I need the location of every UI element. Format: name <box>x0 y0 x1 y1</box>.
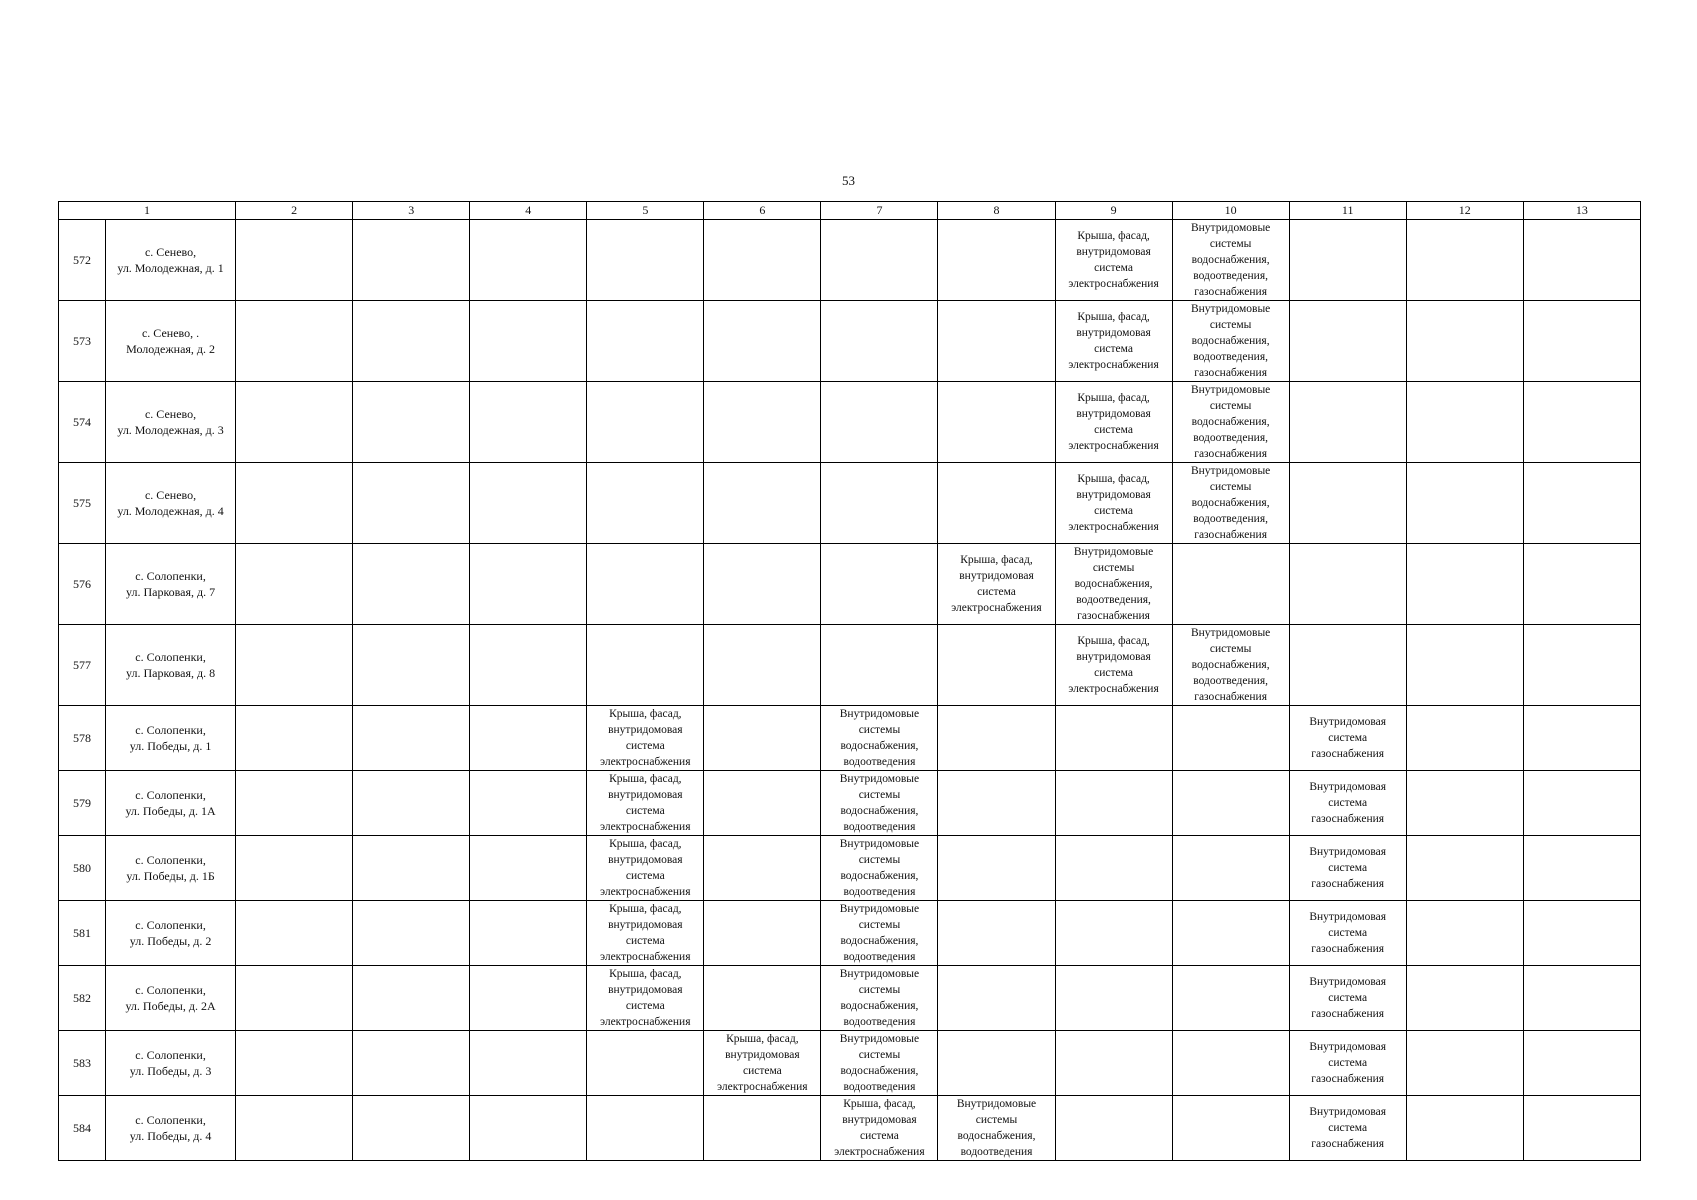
empty-cell <box>1289 220 1406 301</box>
empty-cell <box>1406 771 1523 836</box>
empty-cell <box>704 463 821 544</box>
column-header-10: 10 <box>1172 202 1289 220</box>
roof-facade-electric-cell: Крыша, фасад, внутридомовая система электроснабжения <box>938 544 1055 625</box>
water-systems-cell: Внутридомовые системы водоснабжения, водоотведения, газоснабжения <box>1055 544 1172 625</box>
row-number: 584 <box>59 1096 106 1161</box>
roof-facade-electric-cell: Крыша, фасад, внутридомовая система электроснабжения <box>587 771 704 836</box>
water-systems-cell: Внутридомовые системы водоснабжения, водоотведения <box>821 901 938 966</box>
table-row <box>59 301 1641 382</box>
empty-cell <box>938 1031 1055 1096</box>
address-line-2: ул. Победы, д. 1А <box>125 804 216 818</box>
empty-cell <box>1172 544 1289 625</box>
address-line-1: с. Сенево, <box>144 245 197 259</box>
empty-cell <box>704 836 821 901</box>
row-number: 579 <box>59 771 106 836</box>
empty-cell <box>1523 625 1640 706</box>
empty-cell <box>1406 836 1523 901</box>
empty-cell <box>1289 544 1406 625</box>
empty-cell <box>1523 382 1640 463</box>
empty-cell <box>1055 706 1172 771</box>
water-systems-cell: Внутридомовые системы водоснабжения, водоотведения, газоснабжения <box>1172 220 1289 301</box>
empty-cell <box>938 771 1055 836</box>
empty-cell <box>1289 625 1406 706</box>
address-line-2: ул. Победы, д. 1 <box>129 739 212 753</box>
empty-cell <box>587 220 704 301</box>
empty-cell <box>236 382 353 463</box>
empty-cell <box>353 836 470 901</box>
address-line-1: с. Сенево, <box>144 407 197 421</box>
empty-cell <box>470 220 587 301</box>
empty-cell <box>470 544 587 625</box>
address-line-1: с. Солопенки, <box>135 1048 206 1062</box>
empty-cell <box>587 544 704 625</box>
column-header-4: 4 <box>470 202 587 220</box>
roof-facade-electric-cell: Крыша, фасад, внутридомовая система электроснабжения <box>1055 382 1172 463</box>
address-cell <box>106 382 236 463</box>
column-header-5: 5 <box>587 202 704 220</box>
address-line-1: с. Солопенки, <box>135 569 206 583</box>
empty-cell <box>587 1096 704 1161</box>
water-systems-cell: Внутридомовые системы водоснабжения, водоотведения <box>938 1096 1055 1161</box>
row-number: 574 <box>59 382 106 463</box>
roof-facade-electric-cell: Крыша, фасад, внутридомовая система электроснабжения <box>1055 625 1172 706</box>
empty-cell <box>1406 901 1523 966</box>
row-number: 575 <box>59 463 106 544</box>
empty-cell <box>1523 463 1640 544</box>
address-line-2: ул. Молодежная, д. 3 <box>117 423 224 437</box>
empty-cell <box>1406 1031 1523 1096</box>
empty-cell <box>236 220 353 301</box>
empty-cell <box>1406 301 1523 382</box>
empty-cell <box>704 625 821 706</box>
table-row <box>59 544 1641 625</box>
address-cell <box>106 544 236 625</box>
empty-cell <box>353 1096 470 1161</box>
address-cell <box>106 625 236 706</box>
empty-cell <box>470 901 587 966</box>
empty-cell <box>1172 901 1289 966</box>
address-cell <box>106 966 236 1031</box>
water-systems-cell: Внутридомовые системы водоснабжения, водоотведения <box>821 1031 938 1096</box>
empty-cell <box>1523 1031 1640 1096</box>
empty-cell <box>704 1096 821 1161</box>
column-header-3: 3 <box>353 202 470 220</box>
empty-cell <box>1406 220 1523 301</box>
empty-cell <box>1406 966 1523 1031</box>
empty-cell <box>353 220 470 301</box>
empty-cell <box>470 1096 587 1161</box>
address-line-1: с. Солопенки, <box>135 1113 206 1127</box>
water-systems-cell: Внутридомовые системы водоснабжения, водоотведения, газоснабжения <box>1172 382 1289 463</box>
empty-cell <box>1406 1096 1523 1161</box>
row-number: 580 <box>59 836 106 901</box>
column-header-13: 13 <box>1523 202 1640 220</box>
empty-cell <box>821 463 938 544</box>
empty-cell <box>587 1031 704 1096</box>
row-number: 581 <box>59 901 106 966</box>
address-line-1: с. Солопенки, <box>135 853 206 867</box>
table-row <box>59 901 1641 966</box>
empty-cell <box>1406 544 1523 625</box>
empty-cell <box>470 463 587 544</box>
table-row <box>59 220 1641 301</box>
address-line-2: ул. Победы, д. 4 <box>129 1129 212 1143</box>
empty-cell <box>704 301 821 382</box>
empty-cell <box>1523 544 1640 625</box>
address-cell <box>106 771 236 836</box>
empty-cell <box>353 544 470 625</box>
empty-cell <box>587 382 704 463</box>
empty-cell <box>1172 1096 1289 1161</box>
empty-cell <box>1406 625 1523 706</box>
empty-cell <box>353 463 470 544</box>
empty-cell <box>938 382 1055 463</box>
empty-cell <box>470 966 587 1031</box>
gas-system-cell: Внутридомовая система газоснабжения <box>1289 1031 1406 1096</box>
empty-cell <box>1523 966 1640 1031</box>
empty-cell <box>1172 966 1289 1031</box>
gas-system-cell: Внутридомовая система газоснабжения <box>1289 836 1406 901</box>
empty-cell <box>1406 706 1523 771</box>
empty-cell <box>938 301 1055 382</box>
empty-cell <box>821 544 938 625</box>
empty-cell <box>704 771 821 836</box>
table-body <box>59 202 1641 1161</box>
roof-facade-electric-cell: Крыша, фасад, внутридомовая система электроснабжения <box>704 1031 821 1096</box>
address-line-1: с. Солопенки, <box>135 788 206 802</box>
empty-cell <box>470 625 587 706</box>
empty-cell <box>1055 836 1172 901</box>
address-line-2: ул. Победы, д. 2 <box>129 934 212 948</box>
address-line-1: с. Солопенки, <box>135 983 206 997</box>
water-systems-cell: Внутридомовые системы водоснабжения, водоотведения <box>821 706 938 771</box>
empty-cell <box>1289 301 1406 382</box>
roof-facade-electric-cell: Крыша, фасад, внутридомовая система электроснабжения <box>587 836 704 901</box>
empty-cell <box>938 706 1055 771</box>
empty-cell <box>470 1031 587 1096</box>
column-header-12: 12 <box>1406 202 1523 220</box>
empty-cell <box>236 706 353 771</box>
empty-cell <box>470 706 587 771</box>
empty-cell <box>236 901 353 966</box>
address-line-1: с. Солопенки, <box>135 650 206 664</box>
empty-cell <box>1289 382 1406 463</box>
gas-system-cell: Внутридомовая система газоснабжения <box>1289 1096 1406 1161</box>
empty-cell <box>704 382 821 463</box>
roof-facade-electric-cell: Крыша, фасад, внутридомовая система электроснабжения <box>587 966 704 1031</box>
table-row <box>59 463 1641 544</box>
address-line-1: с. Сенево, . <box>141 326 200 340</box>
address-line-2: ул. Молодежная, д. 1 <box>117 261 224 275</box>
empty-cell <box>1406 382 1523 463</box>
gas-system-cell: Внутридомовая система газоснабжения <box>1289 966 1406 1031</box>
table-row <box>59 836 1641 901</box>
column-header-2: 2 <box>236 202 353 220</box>
empty-cell <box>587 463 704 544</box>
empty-cell <box>821 301 938 382</box>
row-number: 582 <box>59 966 106 1031</box>
table-row <box>59 382 1641 463</box>
empty-cell <box>704 544 821 625</box>
empty-cell <box>236 301 353 382</box>
empty-cell <box>1172 1031 1289 1096</box>
empty-cell <box>353 901 470 966</box>
address-cell <box>106 706 236 771</box>
empty-cell <box>821 220 938 301</box>
empty-cell <box>236 1096 353 1161</box>
empty-cell <box>1523 220 1640 301</box>
empty-cell <box>1055 966 1172 1031</box>
column-header-8: 8 <box>938 202 1055 220</box>
water-systems-cell: Внутридомовые системы водоснабжения, водоотведения <box>821 771 938 836</box>
address-line-2: ул. Молодежная, д. 4 <box>117 504 224 518</box>
table-row <box>59 706 1641 771</box>
empty-cell <box>938 836 1055 901</box>
table-row <box>59 1031 1641 1096</box>
empty-cell <box>704 706 821 771</box>
column-header-6: 6 <box>704 202 821 220</box>
gas-system-cell: Внутридомовая система газоснабжения <box>1289 706 1406 771</box>
address-cell <box>106 1096 236 1161</box>
column-header-1: 1 <box>59 202 236 220</box>
empty-cell <box>938 901 1055 966</box>
empty-cell <box>821 625 938 706</box>
row-number: 583 <box>59 1031 106 1096</box>
address-cell <box>106 1031 236 1096</box>
water-systems-cell: Внутридомовые системы водоснабжения, водоотведения, газоснабжения <box>1172 301 1289 382</box>
row-number: 573 <box>59 301 106 382</box>
address-line-2: ул. Победы, д. 2А <box>125 999 216 1013</box>
table-row <box>59 966 1641 1031</box>
gas-system-cell: Внутридомовая система газоснабжения <box>1289 901 1406 966</box>
address-cell <box>106 463 236 544</box>
empty-cell <box>236 836 353 901</box>
empty-cell <box>938 220 1055 301</box>
water-systems-cell: Внутридомовые системы водоснабжения, водоотведения, газоснабжения <box>1172 463 1289 544</box>
empty-cell <box>353 625 470 706</box>
empty-cell <box>1523 301 1640 382</box>
roof-facade-electric-cell: Крыша, фасад, внутридомовая система электроснабжения <box>821 1096 938 1161</box>
row-number: 572 <box>59 220 106 301</box>
table-row <box>59 771 1641 836</box>
empty-cell <box>1523 901 1640 966</box>
table-row <box>59 1096 1641 1161</box>
table-row <box>59 625 1641 706</box>
empty-cell <box>470 301 587 382</box>
empty-cell <box>1523 1096 1640 1161</box>
empty-cell <box>1523 836 1640 901</box>
row-number: 577 <box>59 625 106 706</box>
empty-cell <box>353 966 470 1031</box>
empty-cell <box>1172 771 1289 836</box>
empty-cell <box>353 382 470 463</box>
empty-cell <box>1172 836 1289 901</box>
empty-cell <box>353 301 470 382</box>
roof-facade-electric-cell: Крыша, фасад, внутридомовая система электроснабжения <box>1055 463 1172 544</box>
address-cell <box>106 836 236 901</box>
column-header-7: 7 <box>821 202 938 220</box>
address-cell <box>106 301 236 382</box>
water-systems-cell: Внутридомовые системы водоснабжения, водоотведения <box>821 966 938 1031</box>
empty-cell <box>587 625 704 706</box>
empty-cell <box>353 706 470 771</box>
page-number: 53 <box>842 173 855 188</box>
empty-cell <box>353 1031 470 1096</box>
empty-cell <box>1055 901 1172 966</box>
empty-cell <box>236 463 353 544</box>
address-line-2: ул. Победы, д. 3 <box>129 1064 212 1078</box>
address-line-1: с. Солопенки, <box>135 918 206 932</box>
column-header-11: 11 <box>1289 202 1406 220</box>
address-line-2: ул. Победы, д. 1Б <box>126 869 215 883</box>
empty-cell <box>353 771 470 836</box>
empty-cell <box>938 625 1055 706</box>
empty-cell <box>1055 1096 1172 1161</box>
water-systems-cell: Внутридомовые системы водоснабжения, водоотведения, газоснабжения <box>1172 625 1289 706</box>
empty-cell <box>1055 1031 1172 1096</box>
empty-cell <box>236 771 353 836</box>
address-line-2: ул. Парковая, д. 8 <box>125 666 216 680</box>
empty-cell <box>470 771 587 836</box>
empty-cell <box>821 382 938 463</box>
empty-cell <box>1523 771 1640 836</box>
row-number: 576 <box>59 544 106 625</box>
empty-cell <box>470 836 587 901</box>
address-line-1: с. Солопенки, <box>135 723 206 737</box>
water-systems-cell: Внутридомовые системы водоснабжения, водоотведения <box>821 836 938 901</box>
empty-cell <box>704 220 821 301</box>
address-line-2: ул. Парковая, д. 7 <box>125 585 216 599</box>
empty-cell <box>1172 706 1289 771</box>
empty-cell <box>236 966 353 1031</box>
empty-cell <box>704 901 821 966</box>
empty-cell <box>1289 463 1406 544</box>
empty-cell <box>704 966 821 1031</box>
column-header-row <box>59 202 1641 220</box>
roof-facade-electric-cell: Крыша, фасад, внутридомовая система электроснабжения <box>587 706 704 771</box>
empty-cell <box>236 625 353 706</box>
roof-facade-electric-cell: Крыша, фасад, внутридомовая система электроснабжения <box>1055 220 1172 301</box>
empty-cell <box>1406 463 1523 544</box>
empty-cell <box>470 382 587 463</box>
roof-facade-electric-cell: Крыша, фасад, внутридомовая система электроснабжения <box>587 901 704 966</box>
address-cell <box>106 220 236 301</box>
empty-cell <box>938 966 1055 1031</box>
address-cell <box>106 901 236 966</box>
roof-facade-electric-cell: Крыша, фасад, внутридомовая система электроснабжения <box>1055 301 1172 382</box>
gas-system-cell: Внутридомовая система газоснабжения <box>1289 771 1406 836</box>
empty-cell <box>1055 771 1172 836</box>
empty-cell <box>236 544 353 625</box>
address-line-2: Молодежная, д. 2 <box>126 342 216 356</box>
empty-cell <box>587 301 704 382</box>
empty-cell <box>938 463 1055 544</box>
empty-cell <box>1523 706 1640 771</box>
repair-schedule-table <box>58 201 1641 1161</box>
address-line-1: с. Сенево, <box>144 488 197 502</box>
column-header-9: 9 <box>1055 202 1172 220</box>
row-number: 578 <box>59 706 106 771</box>
empty-cell <box>236 1031 353 1096</box>
